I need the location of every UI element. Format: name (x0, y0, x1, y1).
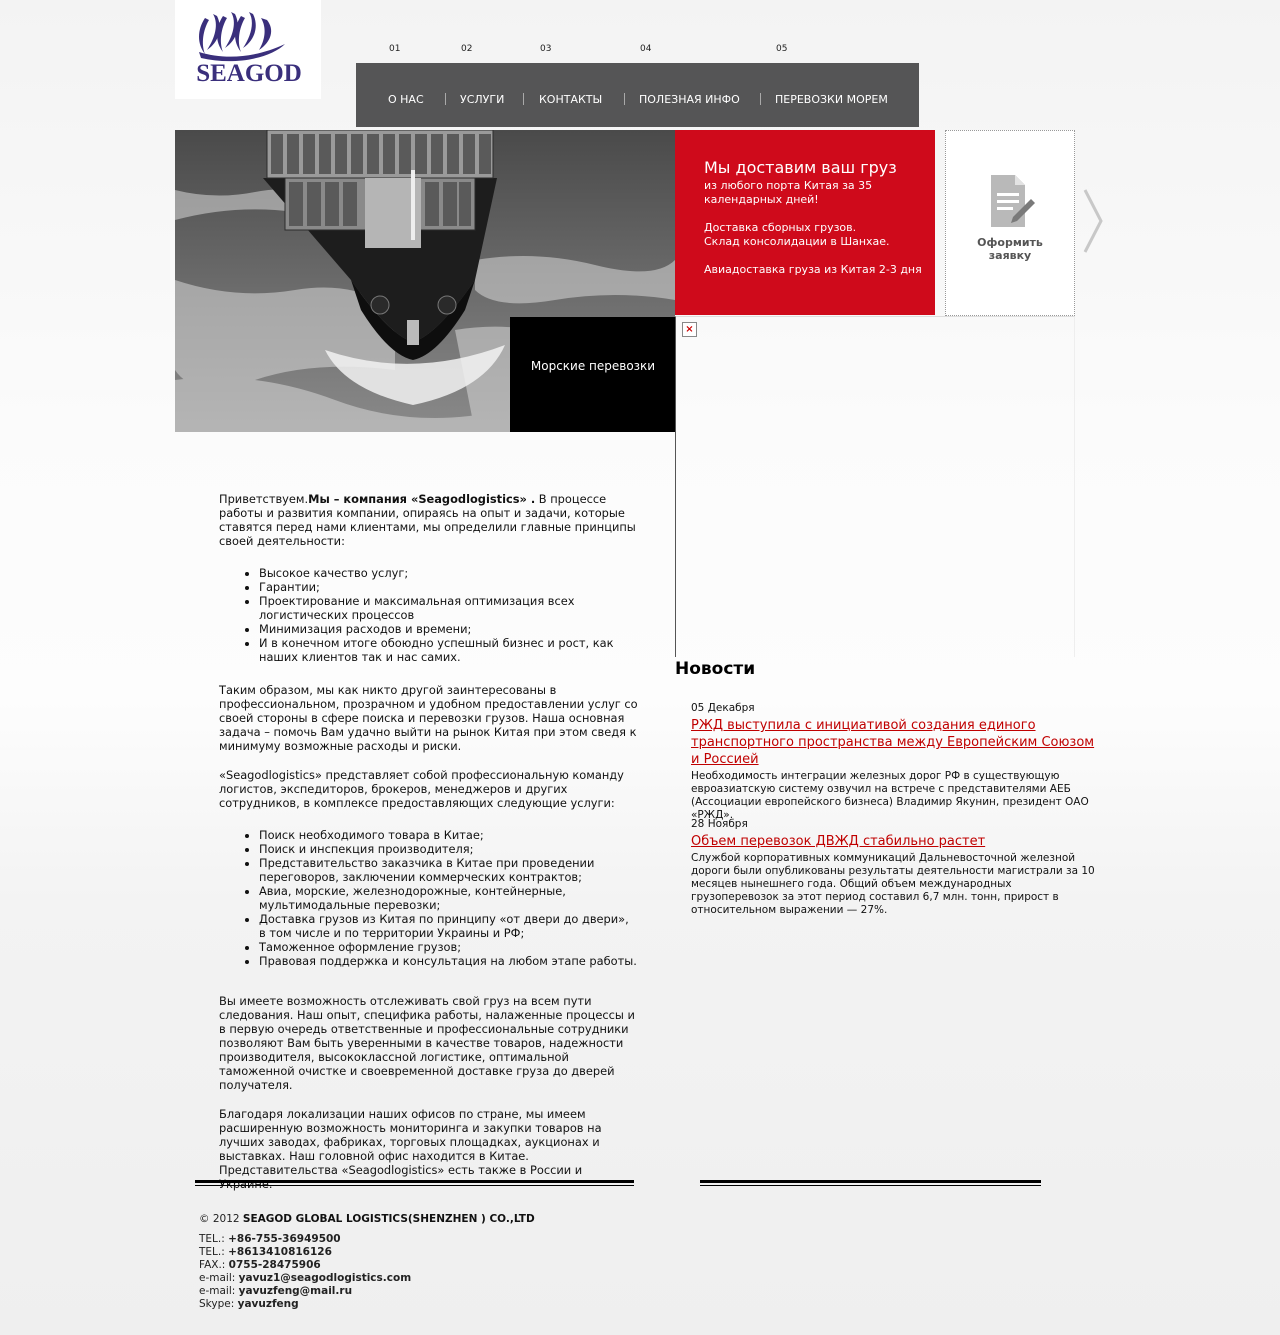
intro-paragraph (219, 492, 639, 548)
nav-item-sea-freight[interactable]: ПЕРЕВОЗКИ МОРЕМ (775, 93, 888, 106)
nav-divider (523, 93, 524, 105)
intro-rest: В процессе работы и развития компании, опираясь на опыт и задачи, которые ставятся перед нами клиентами, мы определили главные принципы своей деятельности: (219, 492, 636, 548)
nav-item-useful-info[interactable]: ПОЛЕЗНАЯ ИНФО (639, 93, 740, 106)
intro-company: Мы – компания «Seagodlogistics» . (308, 492, 536, 506)
footer (199, 1213, 535, 1311)
promo-banner (675, 130, 935, 315)
news-item (691, 818, 1101, 917)
contact-label: e-mail: (199, 1285, 236, 1297)
nav-item-contacts[interactable]: КОНТАКТЫ (539, 93, 603, 106)
chevron-right-icon[interactable] (1081, 186, 1107, 256)
list-item: • Гарантии; (259, 580, 639, 594)
news-heading: Новости (675, 659, 756, 679)
news-date: 05 Декабря (691, 702, 755, 714)
news-summary: Службой корпоративных коммуникаций Дальневосточной железной дороги были опубликованы результаты деятельности магистрали за 10 месяцев нынешнего года. Общий объем международных грузоперевозок за этот период составил 6,7 млн. тонн, прирост в относительном выражении — 27%. (691, 852, 1095, 916)
contact-label: FAX.: (199, 1259, 226, 1271)
hero-caption-text: Морские перевозки (530, 359, 656, 373)
fax-value: 0755-28475906 (228, 1259, 321, 1271)
nav-number-2: 02 (461, 44, 473, 54)
contact-label: TEL.: (199, 1246, 225, 1258)
promo-line: из любого порта Китая за 35 (704, 179, 873, 192)
paragraph: Благодаря локализации наших офисов по стране, мы имеем расширенную возможность мониторинга и закупки товаров на лучших заводах, фабриках, торговых площадках, аукционах и выставках. Наш головной офис находится в Китае. Представительства «Seagodlogistics» есть также в России и Украине. (219, 1107, 602, 1191)
order-request-button[interactable] (945, 130, 1075, 316)
nav-item-services[interactable]: УСЛУГИ (460, 93, 505, 106)
list-item: • Доставка грузов из Китая по принципу «от двери до двери», в том числе и по территории Украины и РФ; (259, 912, 639, 940)
copyright-year: © 2012 (199, 1213, 240, 1225)
order-label-line2: заявку (988, 249, 1032, 262)
nav-divider (445, 93, 446, 105)
hero-caption[interactable] (510, 317, 676, 432)
phone-value: +8613410816126 (228, 1246, 332, 1258)
footer-divider (195, 1180, 634, 1186)
nav-divider (760, 93, 761, 105)
list-item: • Высокое качество услуг; (259, 566, 639, 580)
principles-list (219, 566, 639, 664)
list-item: • Поиск необходимого товара в Китае; (259, 828, 639, 842)
contact-label: Skype: (199, 1298, 235, 1310)
email-value[interactable]: yavuzfeng@mail.ru (238, 1285, 353, 1297)
intro-prefix: Приветствуем. (219, 492, 309, 506)
logo[interactable] (175, 0, 321, 99)
promo-line: Доставка сборных грузов. (704, 221, 857, 234)
footer-divider (700, 1180, 1041, 1186)
news-item (691, 702, 1101, 822)
paragraph: Таким образом, мы как никто другой заинтересованы в профессиональном, прозрачном и удобном предоставлении услуг со своей стороны в сфере поиска и перевозки грузов. Наша основная задача – помочь Вам удачно выйти на рынок Китая при этом сведя к минимуму возможные расходы и риски. (219, 683, 638, 753)
contact-label: e-mail: (199, 1272, 236, 1284)
news-headline-link[interactable]: Объем перевозок ДВЖД стабильно растет (691, 834, 986, 849)
contact-row (199, 1259, 535, 1272)
contact-label: TEL.: (199, 1233, 225, 1245)
services-list (219, 828, 639, 968)
contact-row (199, 1285, 535, 1298)
list-item: • Представительство заказчика в Китае при проведении переговоров, заключении коммерческих контрактов; (259, 856, 639, 884)
list-item: • Минимизация расходов и времени; (259, 622, 639, 636)
contact-row (199, 1233, 535, 1246)
nav-number-5: 05 (776, 44, 788, 54)
nav-item-about[interactable]: О НАС (388, 93, 424, 106)
contact-row (199, 1246, 535, 1259)
skype-value: yavuzfeng (237, 1298, 299, 1310)
nav-number-4: 04 (640, 44, 652, 54)
paragraph: Вы имеете возможность отслеживать свой груз на всем пути следования. Наш опыт, специфика работы, налаженные процессы и в первую очередь ответственные и профессиональные сотрудники позволяют Вам быть уверенными в качестве товаров, надежности производителя, высококлассной логистике, оптимальной таможенной очистке и своевременной доставке груза до дверей получателя. (219, 994, 635, 1092)
news-headline-link[interactable]: РЖД выступила с инициативой создания единого транспортного пространства между Европейским Союзом и Россией (691, 718, 1095, 767)
nav-divider (624, 93, 625, 105)
company-name: SEAGOD GLOBAL LOGISTICS(SHENZHEN ) CO.,LTD (242, 1213, 535, 1225)
main-nav (356, 63, 919, 127)
list-item: • И в конечном итоге обоюдно успешный бизнес и рост, как наших клиентов так и нас самих. (259, 636, 639, 664)
order-label (946, 236, 1074, 262)
document-pen-icon (989, 173, 1037, 229)
promo-line: календарных дней! (704, 193, 819, 206)
list-item: • Поиск и инспекция производителя; (259, 842, 639, 856)
nav-number-3: 03 (540, 44, 552, 54)
list-item: • Правовая поддержка и консультация на любом этапе работы. (259, 954, 639, 968)
main-content (219, 492, 639, 1206)
news-summary: Необходимость интеграции железных дорог РФ в существующую евроазиатскую систему озвучил на встрече с представителями АЕБ (Ассоциации европейского бизнеса) Владимир Якунин, президент ОАО «РЖД». (691, 770, 1089, 821)
order-label-line1: Оформить (977, 236, 1043, 249)
list-item: • Таможенное оформление грузов; (259, 940, 639, 954)
logo-text: SEAGOD (196, 60, 302, 87)
list-item: • Авиа, морские, железнодорожные, контейнерные, мультимодальные перевозки; (259, 884, 639, 912)
contact-row (199, 1298, 535, 1311)
email-value[interactable]: yavuz1@seagodlogistics.com (238, 1272, 412, 1284)
nav-number-1: 01 (389, 44, 401, 54)
embedded-frame (675, 316, 1075, 657)
broken-image-icon: × (682, 322, 697, 337)
list-item: • Проектирование и максимальная оптимизация всех логистических процессов (259, 594, 639, 622)
news-date: 28 Ноября (691, 818, 748, 830)
promo-line: Склад консолидации в Шанхае. (704, 235, 890, 248)
promo-title: Мы доставим ваш груз (704, 158, 897, 177)
promo-line: Авиадоставка груза из Китая 2-3 дня (704, 263, 922, 276)
copyright (199, 1213, 535, 1226)
contact-row (199, 1272, 535, 1285)
phone-value: +86-755-36949500 (228, 1233, 341, 1245)
paragraph: «Seagodlogistics» представляет собой профессиональную команду логистов, экспедиторов, брокеров, менеджеров и других сотрудников, в комплексе предоставляющих следующие услуги: (219, 768, 624, 810)
